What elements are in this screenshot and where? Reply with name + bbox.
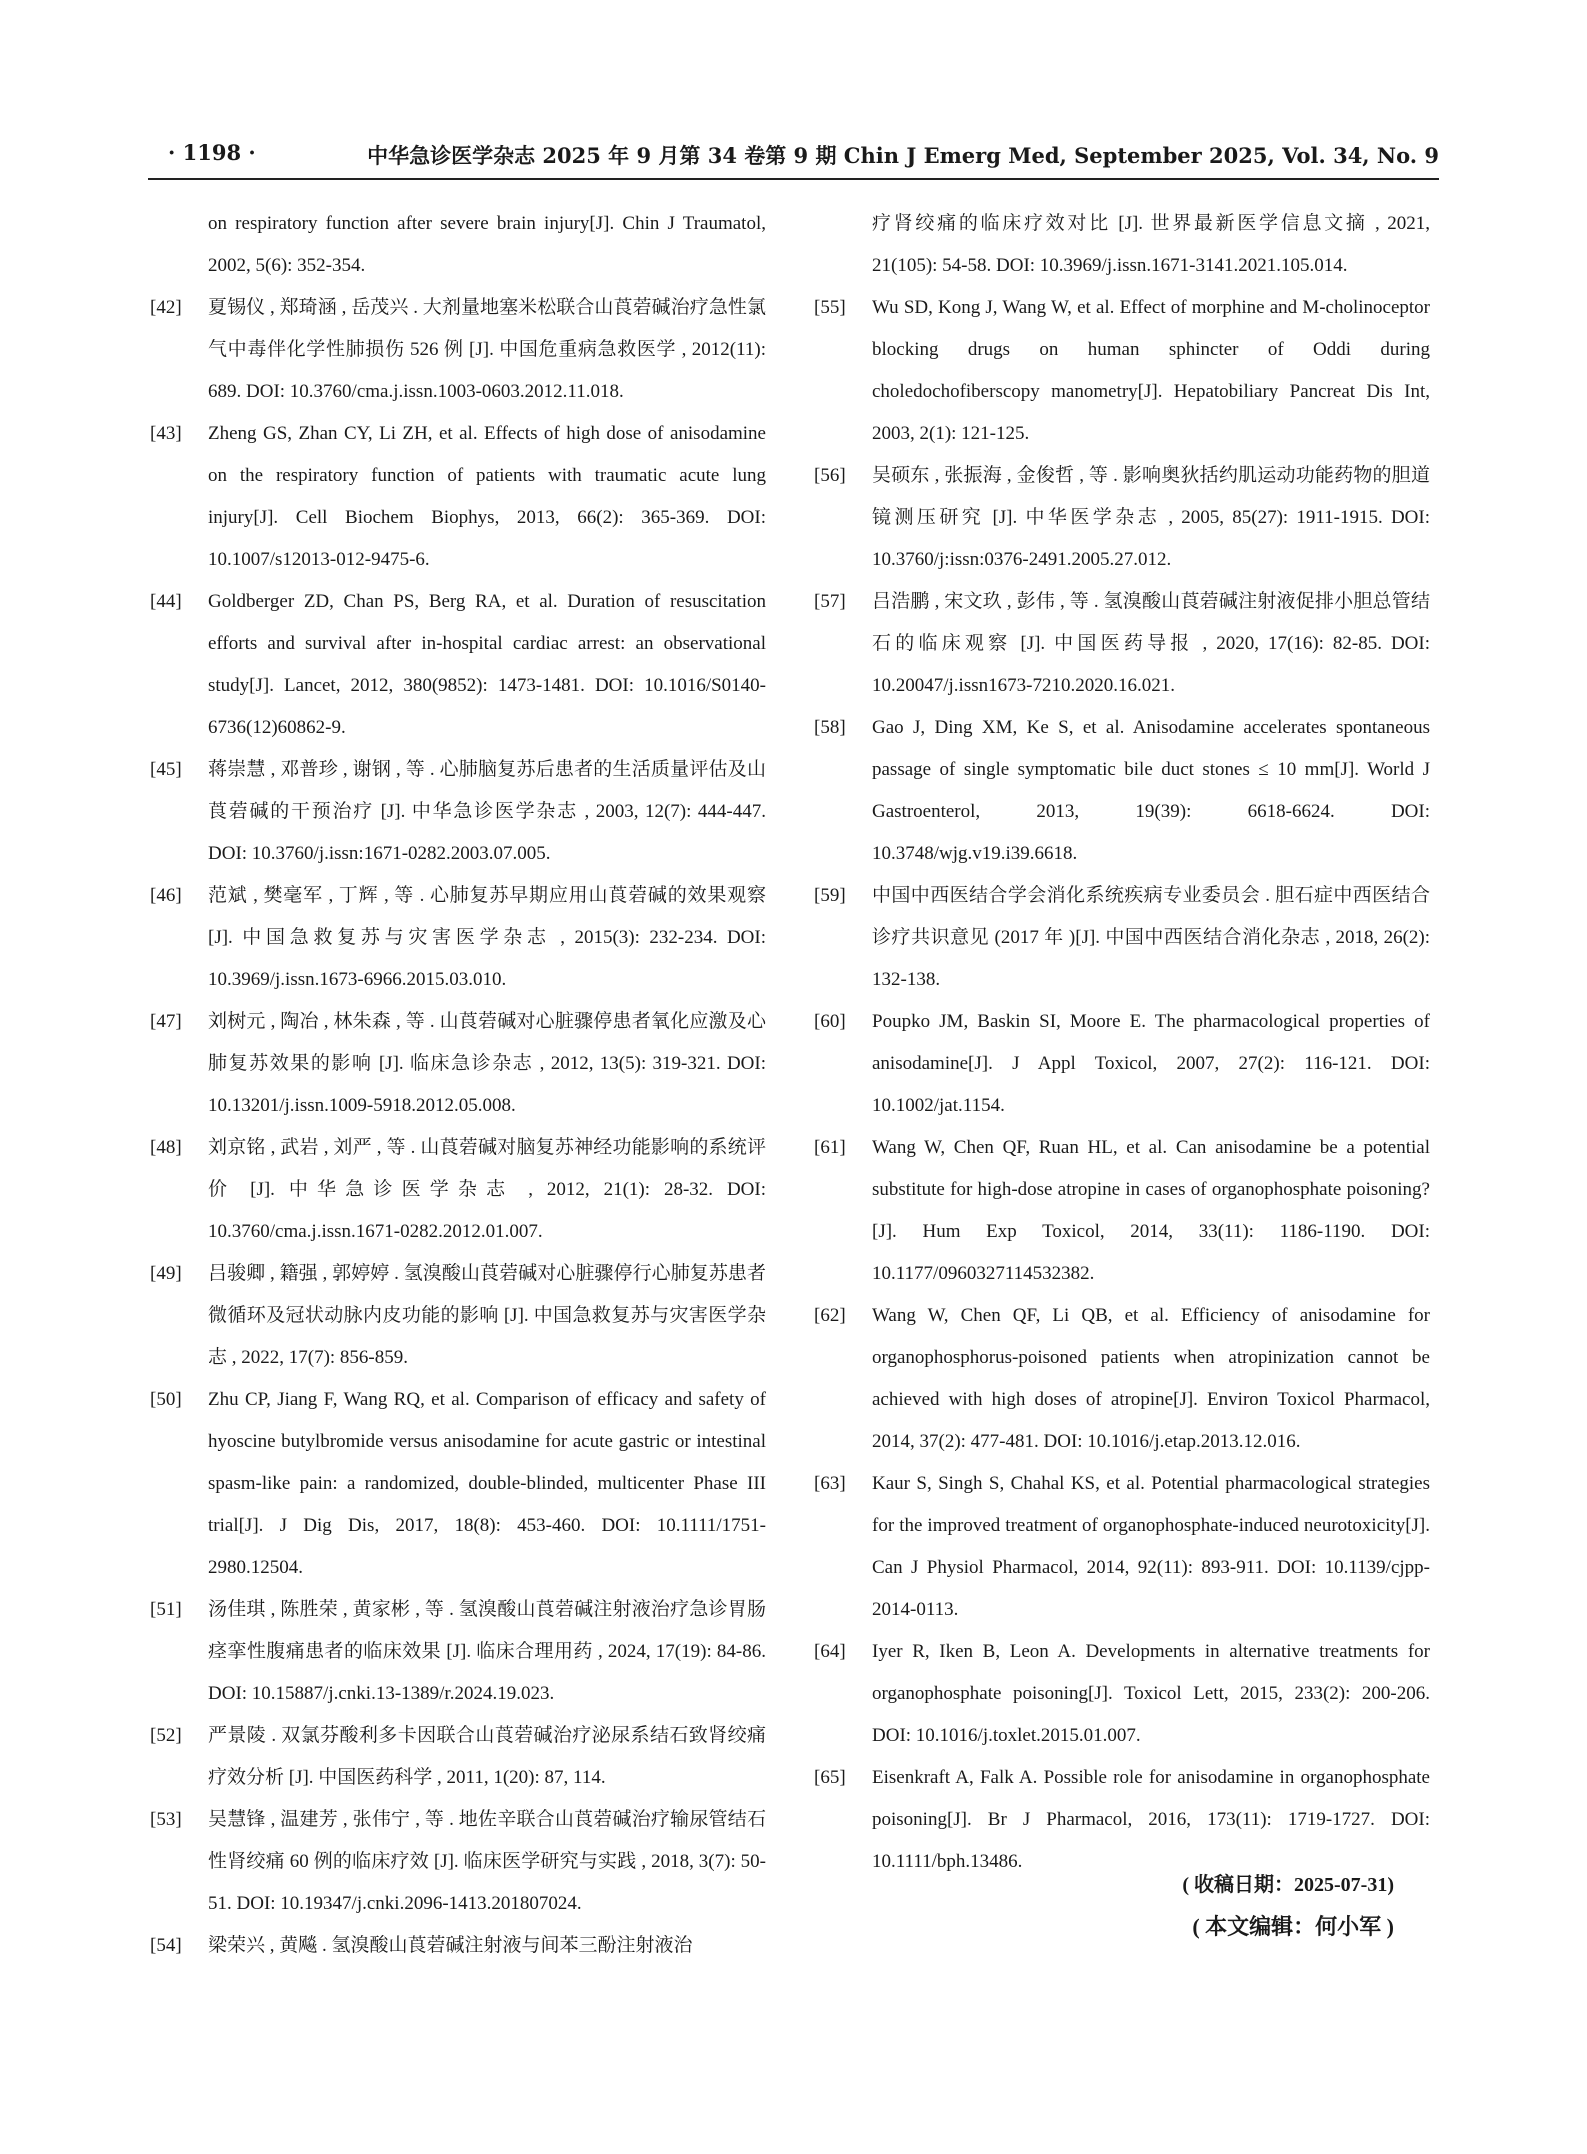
received-date: ( 收稿日期：2025-07-31) [1182,1874,1394,1896]
reference-number: [51] [150,1599,182,1620]
reference-continuation: 疗肾绞痛的临床疗效对比 [J]. 世界最新医学信息文摘 , 2021, 21(105): 54-58. DOI: 10.3969/j.issn.1671-3141.2021.105.014. [872,213,1430,276]
reference-text: Gao J, Ding XM, Ke S, et al. Anisodamine accelerates spontaneous passage of single symptomatic bile duct stones ≤ 10 mm[J]. World J Gastroenterol, 2013, 19(39): 6618-6624. DOI: 10.3748/wjg.v19.i39.6618. [872,717,1430,864]
reference-item [814,1127,1430,1295]
reference-number: [46] [150,885,182,906]
reference-text: 吴慧锋 , 温建芳 , 张伟宁 , 等 . 地佐辛联合山莨菪碱治疗输尿管结石性肾绞痛 60 例的临床疗效 [J]. 临床医学研究与实践 , 2018, 3(7): 50-51. DOI: 10.19347/j.cnki.2096-1413.201807024. [208,1809,766,1914]
reference-text: 吴硕东 , 张振海 , 金俊哲 , 等 . 影响奥狄括约肌运动功能药物的胆道镜测压研究 [J]. 中华医学杂志 , 2005, 85(27): 1911-1915. DOI: 10.3760/j:issn:0376-2491.2005.27.012. [872,465,1430,570]
reference-item [150,581,766,749]
reference-number: [52] [150,1725,182,1746]
reference-number: [44] [150,591,182,612]
reference-text: 蒋崇慧 , 邓普珍 , 谢钢 , 等 . 心肺脑复苏后患者的生活质量评估及山莨菪碱的干预治疗 [J]. 中华急诊医学杂志 , 2003, 12(7): 444-447. DOI: 10.3760/j.issn:1671-0282.2003.07.005. [208,759,766,864]
reference-continuation: on respiratory function after severe brain injury[J]. Chin J Traumatol, 2002, 5(6): 352-354. [208,213,766,276]
reference-text: Wu SD, Kong J, Wang W, et al. Effect of morphine and M-cholinoceptor blocking drugs on human sphincter of Oddi during choledochofiberscopy manometry[J]. Hepatobiliary Pancreat Dis Int, 2003, 2(1): 121-125. [872,297,1430,444]
reference-number: [56] [814,465,846,486]
reference-item [150,1799,766,1925]
reference-text: Eisenkraft A, Falk A. Possible role for anisodamine in organophosphate poisoning[J]. Br J Pharmacol, 2016, 173(11): 1719-1727. DOI: 10.1111/bph.13486. [872,1767,1430,1872]
reference-number: [63] [814,1473,846,1494]
page-header [148,138,1439,180]
reference-number: [45] [150,759,182,780]
reference-text: 夏锡仪 , 郑琦涵 , 岳茂兴 . 大剂量地塞米松联合山莨菪碱治疗急性氯气中毒伴化学性肺损伤 526 例 [J]. 中国危重病急救医学 , 2012(11): 689. DOI: 10.3760/cma.j.issn.1003-0603.2012.11.018. [208,297,766,402]
reference-list-right [814,287,1430,1883]
reference-list-left [150,287,766,1967]
reference-number: [64] [814,1641,846,1662]
reference-number: [48] [150,1137,182,1158]
editor-note: ( 本文编辑：何小军 ) [1192,1914,1394,1939]
page-number: · 1198 · [168,140,256,165]
reference-item [814,707,1430,875]
reference-item [814,287,1430,455]
reference-number: [50] [150,1389,182,1410]
reference-number: [43] [150,423,182,444]
reference-number: [59] [814,885,846,906]
reference-number: [62] [814,1305,846,1326]
reference-text: 刘树元 , 陶冶 , 林朱森 , 等 . 山莨菪碱对心脏骤停患者氧化应激及心肺复苏效果的影响 [J]. 临床急诊杂志 , 2012, 13(5): 319-321. DOI: 10.13201/j.issn.1009-5918.2012.05.008. [208,1011,766,1116]
reference-number: [57] [814,591,846,612]
journal-running-head: 中华急诊医学杂志 2025 年 9 月第 34 卷第 9 期 Chin J Emerg Med, September 2025, Vol. 34, No. 9 [367,143,1439,168]
reference-text: 范斌 , 樊毫军 , 丁辉 , 等 . 心肺复苏早期应用山莨菪碱的效果观察 [J]. 中国急救复苏与灾害医学杂志 , 2015(3): 232-234. DOI: 10.3969/j.issn.1673-6966.2015.03.010. [208,885,766,990]
reference-item [814,1001,1430,1127]
reference-number: [58] [814,717,846,738]
reference-item [150,1379,766,1589]
reference-number: [60] [814,1011,846,1032]
reference-text: 严景陵 . 双氯芬酸利多卡因联合山莨菪碱治疗泌尿系结石致肾绞痛疗效分析 [J]. 中国医药科学 , 2011, 1(20): 87, 114. [208,1725,766,1788]
reference-text: 刘京铭 , 武岩 , 刘严 , 等 . 山莨菪碱对脑复苏神经功能影响的系统评价 [J]. 中华急诊医学杂志 , 2012, 21(1): 28-32. DOI: 10.3760/cma.j.issn.1671-0282.2012.01.007. [208,1137,766,1242]
reference-number: [42] [150,297,182,318]
reference-number: [53] [150,1809,182,1830]
reference-item [150,1589,766,1715]
reference-text: Poupko JM, Baskin SI, Moore E. The pharmacological properties of anisodamine[J]. J Appl Toxicol, 2007, 27(2): 116-121. DOI: 10.1002/jat.1154. [872,1011,1430,1116]
reference-text: 汤佳琪 , 陈胜荣 , 黄家彬 , 等 . 氢溴酸山莨菪碱注射液治疗急诊胃肠痉挛性腹痛患者的临床效果 [J]. 临床合理用药 , 2024, 17(19): 84-86. DOI: 10.15887/j.cnki.13-1389/r.2024.19.023. [208,1599,766,1704]
reference-item [814,875,1430,1001]
reference-number: [61] [814,1137,846,1158]
reference-item [150,413,766,581]
reference-text: Iyer R, Iken B, Leon A. Developments in alternative treatments for organophosphate poisoning[J]. Toxicol Lett, 2015, 233(2): 200-206. DOI: 10.1016/j.toxlet.2015.01.007. [872,1641,1430,1746]
reference-item [814,455,1430,581]
reference-text: Kaur S, Singh S, Chahal KS, et al. Potential pharmacological strategies for the improved treatment of organophosphate-induced neurotoxicity[J]. Can J Physiol Pharmacol, 2014, 92(11): 893-911. DOI: 10.1139/cjpp-2014-0113. [872,1473,1430,1620]
reference-text: 梁荣兴 , 黄飚 . 氢溴酸山莨菪碱注射液与间苯三酚注射液治 [208,1935,693,1956]
reference-item [150,749,766,875]
reference-text: 中国中西医结合学会消化系统疾病专业委员会 . 胆石症中西医结合诊疗共识意见 (2017 年 )[J]. 中国中西医结合消化杂志 , 2018, 26(2): 132-138. [872,885,1430,990]
reference-text: 吕骏卿 , 籍强 , 郭婷婷 . 氢溴酸山莨菪碱对心脏骤停行心肺复苏患者微循环及冠状动脉内皮功能的影响 [J]. 中国急救复苏与灾害医学杂志 , 2022, 17(7): 856-859. [208,1263,766,1368]
reference-number: [47] [150,1011,182,1032]
reference-number: [65] [814,1767,846,1788]
reference-item [150,1715,766,1799]
reference-number: [54] [150,1935,182,1956]
reference-item [814,581,1430,707]
reference-item [150,1253,766,1379]
reference-item [814,1631,1430,1757]
left-column [150,203,766,1967]
reference-item [150,875,766,1001]
reference-text: Wang W, Chen QF, Li QB, et al. Efficiency of anisodamine for organophosphorus-poisoned patients when atropinization cannot be achieved with high doses of atropine[J]. Environ Toxicol Pharmacol, 2014, 37(2): 477-481. DOI: 10.1016/j.etap.2013.12.016. [872,1305,1430,1452]
reference-item [814,1295,1430,1463]
reference-text: Wang W, Chen QF, Ruan HL, et al. Can anisodamine be a potential substitute for high-dose atropine in cases of organophosphate poisoning?[J]. Hum Exp Toxicol, 2014, 33(11): 1186-1190. DOI: 10.1177/0960327114532382. [872,1137,1430,1284]
reference-text: Zhu CP, Jiang F, Wang RQ, et al. Comparison of efficacy and safety of hyoscine butylbromide versus anisodamine for acute gastric or intestinal spasm-like pain: a randomized, double-blinded, multicenter Phase III trial[J]. J Dig Dis, 2017, 18(8): 453-460. DOI: 10.1111/1751-2980.12504. [208,1389,766,1578]
reference-item [814,1463,1430,1631]
right-column [814,203,1430,1883]
reference-item [150,1925,766,1967]
reference-item [150,1127,766,1253]
reference-text: Goldberger ZD, Chan PS, Berg RA, et al. Duration of resuscitation efforts and survival after in-hospital cardiac arrest: an observational study[J]. Lancet, 2012, 380(9852): 1473-1481. DOI: 10.1016/S0140-6736(12)60862-9. [208,591,766,738]
reference-item [150,287,766,413]
reference-text: Zheng GS, Zhan CY, Li ZH, et al. Effects of high dose of anisodamine on the respiratory function of patients with traumatic acute lung injury[J]. Cell Biochem Biophys, 2013, 66(2): 365-369. DOI: 10.1007/s12013-012-9475-6. [208,423,766,570]
reference-number: [49] [150,1263,182,1284]
reference-text: 吕浩鹏 , 宋文玖 , 彭伟 , 等 . 氢溴酸山莨菪碱注射液促排小胆总管结石的临床观察 [J]. 中国医药导报 , 2020, 17(16): 82-85. DOI: 10.20047/j.issn1673-7210.2020.16.021. [872,591,1430,696]
reference-item [150,1001,766,1127]
reference-number: [55] [814,297,846,318]
